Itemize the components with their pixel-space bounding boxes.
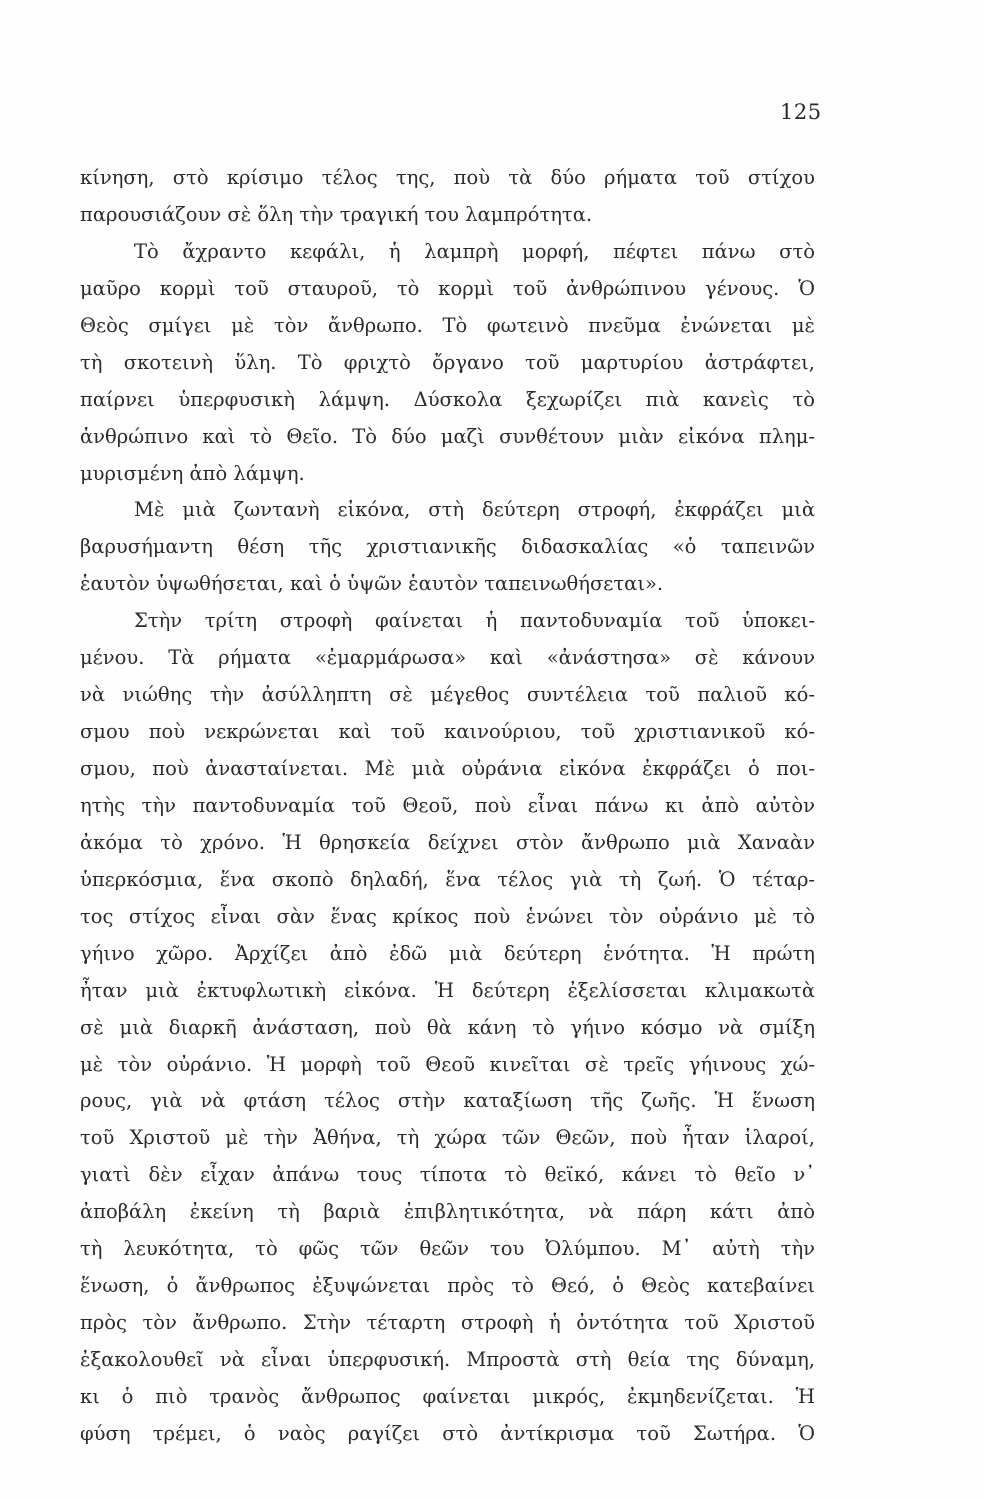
- text-line: σὲ μιὰ διαρκῆ ἀνάσταση, ποὺ θὰ κάνη τὸ γήινο κόσμο νὰ σμίξη: [80, 1015, 815, 1039]
- text-line: μὲ τὸν οὐράνιο. Ἡ μορφὴ τοῦ Θεοῦ κινεῖται σὲ τρεῖς γήινους χώ-: [80, 1052, 815, 1076]
- text-line: σμου, ποὺ ἀνασταίνεται. Μὲ μιὰ οὐράνια εἰκόνα ἐκφράζει ὁ ποι-: [80, 757, 815, 780]
- text-line: ἀνθρώπινο καὶ τὸ Θεῖο. Τὸ δύο μαζὶ συνθέτουν μιὰν εἰκόνα πλημ-: [80, 424, 815, 448]
- text-line: ἕνωση, ὁ ἄνθρωπος ἐξυψώνεται πρὸς τὸ Θεό, ὁ Θεὸς κατεβαίνει: [80, 1274, 815, 1298]
- page-number: 125: [780, 100, 822, 124]
- text-line: πρὸς τὸν ἄνθρωπο. Στὴν τέταρτη στροφὴ ἡ ὀντότητα τοῦ Χριστοῦ: [80, 1311, 815, 1335]
- text-line: κι ὁ πιὸ τρανὸς ἄνθρωπος φαίνεται μικρός, ἐκμηδενίζεται. Ἡ: [80, 1384, 815, 1408]
- text-line: τοῦ Χριστοῦ μὲ τὴν Ἀθήνα, τὴ χώρα τῶν Θεῶν, ποὺ ἦταν ἱλαροί,: [80, 1126, 815, 1150]
- text-line: τὴ λευκότητα, τὸ φῶς τῶν θεῶν του Ὀλύμπου. Μ᾽ αὐτὴ τὴν: [80, 1237, 815, 1261]
- text-line: μυρισμένη ἀπὸ λάμψη.: [80, 461, 305, 485]
- text-line: ἑαυτὸν ὑψωθήσεται, καὶ ὁ ὑψῶν ἑαυτὸν ταπεινωθήσεται».: [80, 572, 664, 596]
- text-line: γιατὶ δὲν εἶχαν ἀπάνω τους τίποτα τὸ θεϊκό, κάνει τὸ θεῖο ν᾽: [80, 1163, 815, 1187]
- text-line: ἐξακολουθεῖ νὰ εἶναι ὑπερφυσική. Μπροστὰ στὴ θεία της δύναμη,: [80, 1348, 815, 1371]
- text-line: τος στίχος εἶναι σὰν ἕνας κρίκος ποὺ ἑνώνει τὸν οὐράνιο μὲ τὸ: [80, 904, 815, 928]
- text-line: μένου. Τὰ ρήματα «ἐμαρμάρωσα» καὶ «ἀνάστησα» σὲ κάνουν: [80, 646, 815, 670]
- text-line: Τὸ ἄχραντο κεφάλι, ἡ λαμπρὴ μορφή, πέφτει πάνω στὸ: [134, 239, 815, 263]
- text-line: Στὴν τρίτη στροφὴ φαίνεται ἡ παντοδυναμία τοῦ ὑποκει-: [134, 609, 815, 633]
- text-line: ἀποβάλη ἐκείνη τὴ βαριὰ ἐπιβλητικότητα, νὰ πάρη κάτι ἀπὸ: [80, 1200, 815, 1224]
- text-line: παίρνει ὑπερφυσικὴ λάμψη. Δύσκολα ξεχωρίζει πιὰ κανεὶς τὸ: [80, 387, 815, 411]
- text-line: ἀκόμα τὸ χρόνο. Ἡ θρησκεία δείχνει στὸν ἄνθρωπο μιὰ Χαναὰν: [80, 830, 815, 854]
- text-line: γήινο χῶρο. Ἀρχίζει ἀπὸ ἐδῶ μιὰ δεύτερη ἑνότητα. Ἡ πρώτη: [80, 941, 815, 965]
- text-line: ρους, γιὰ νὰ φτάση τέλος στὴν καταξίωση τῆς ζωῆς. Ἡ ἕνωση: [80, 1089, 815, 1113]
- text-line: μαῦρο κορμὶ τοῦ σταυροῦ, τὸ κορμὶ τοῦ ἀνθρώπινου γένους. Ὁ: [80, 276, 815, 300]
- text-line: τὴ σκοτεινὴ ὕλη. Τὸ φριχτὸ ὄργανο τοῦ μαρτυρίου ἀστράφτει,: [80, 350, 815, 374]
- text-line: ἦταν μιὰ ἐκτυφλωτικὴ εἰκόνα. Ἡ δεύτερη ἐξελίσσεται κλιμακωτὰ: [80, 978, 815, 1002]
- text-line: σμου ποὺ νεκρώνεται καὶ τοῦ καινούριου, τοῦ χριστιανικοῦ κό-: [80, 720, 815, 744]
- body-text: [80, 160, 815, 1453]
- text-line: Θεὸς σμίγει μὲ τὸν ἄνθρωπο. Τὸ φωτεινὸ πνεῦμα ἑνώνεται μὲ: [80, 313, 815, 337]
- text-line: ητὴς τὴν παντοδυναμία τοῦ Θεοῦ, ποὺ εἶναι πάνω κι ἀπὸ αὐτὸν: [80, 793, 815, 817]
- text-line: νὰ νιώθης τὴν ἀσύλληπτη σὲ μέγεθος συντέλεια τοῦ παλιοῦ κό-: [80, 683, 815, 707]
- text-line: κίνηση, στὸ κρίσιμο τέλος της, ποὺ τὰ δύο ρήματα τοῦ στίχου: [80, 166, 815, 189]
- text-line: φύση τρέμει, ὁ ναὸς ραγίζει στὸ ἀντίκρισμα τοῦ Σωτήρα. Ὁ: [80, 1421, 815, 1445]
- text-line: ὑπερκόσμια, ἕνα σκοπὸ δηλαδή, ἕνα τέλος γιὰ τὴ ζωή. Ὁ τέταρ-: [80, 867, 815, 891]
- text-line: παρουσιάζουν σὲ ὅλη τὴν τραγική του λαμπρότητα.: [80, 202, 593, 226]
- text-line: Μὲ μιὰ ζωντανὴ εἰκόνα, στὴ δεύτερη στροφή, ἐκφράζει μιὰ: [134, 498, 815, 522]
- text-line: βαρυσήμαντη θέση τῆς χριστιανικῆς διδασκαλίας «ὁ ταπεινῶν: [80, 535, 815, 559]
